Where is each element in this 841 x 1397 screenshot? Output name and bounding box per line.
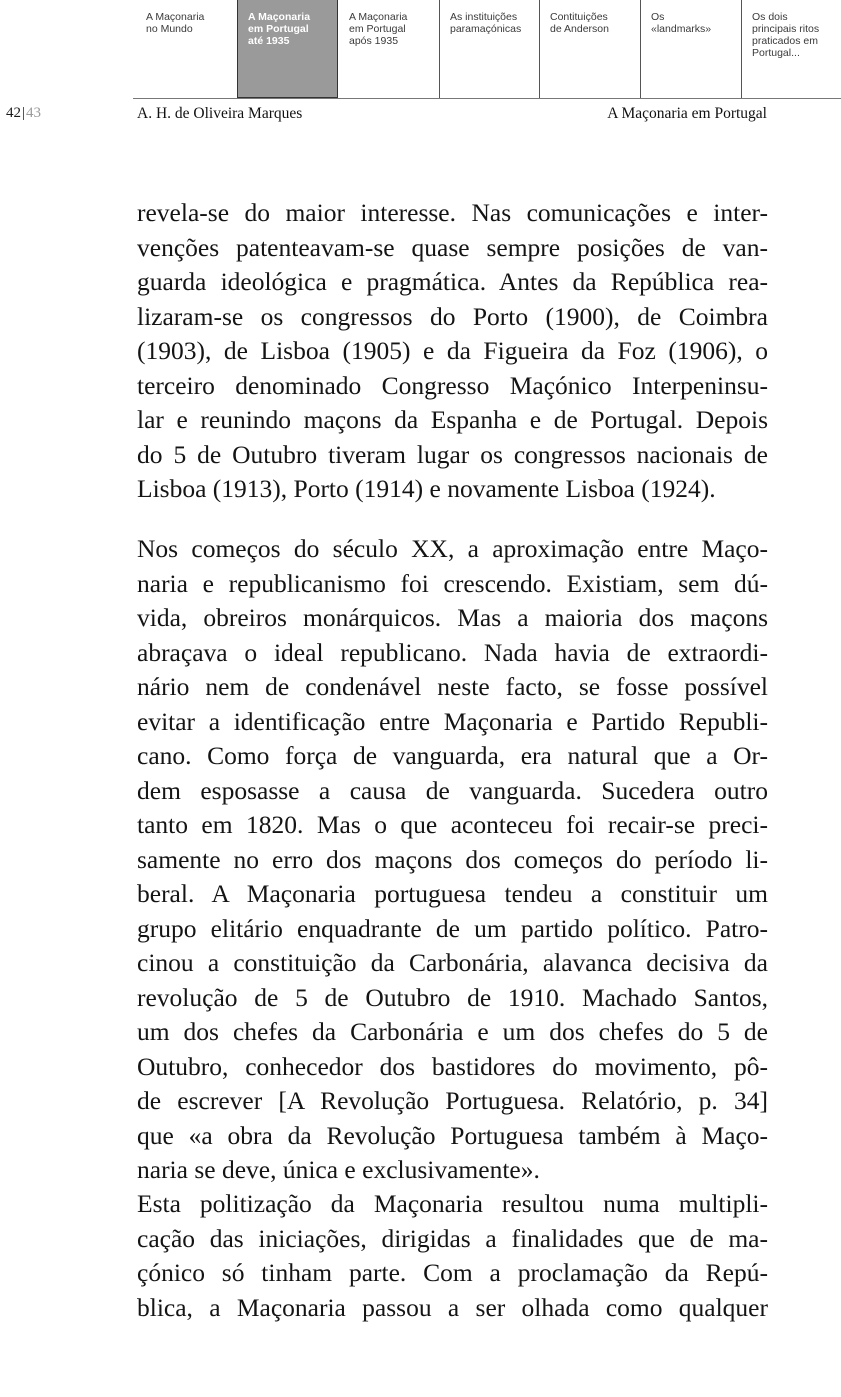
text-line: de escrever [A Revolução Portuguesa. Relatório, p. 34] xyxy=(137,1086,768,1115)
tab-label: «landmarks» xyxy=(651,23,712,35)
running-head-title: A Maçonaria em Portugal xyxy=(607,105,767,122)
paragraph xyxy=(137,532,768,1188)
tab-label: praticados em xyxy=(752,35,818,47)
text-line: çónico só tinham parte. Com a proclamação da Repú- xyxy=(137,1258,768,1287)
tab-maconaria-em-portugal-ate-1935[interactable] xyxy=(237,0,338,98)
paragraph xyxy=(137,1187,768,1325)
text-line: terceiro denominado Congresso Maçónico Interpeninsu- xyxy=(137,370,768,400)
text-line: beral. A Maçonaria portuguesa tendeu a constituir um xyxy=(137,879,768,908)
text-line: cinou a constituição da Carbonária, alavanca decisiva da xyxy=(137,948,768,977)
tab-label: Os dois xyxy=(752,11,788,23)
text-line: que «a obra da Revolução Portuguesa também à Maço- xyxy=(137,1120,768,1150)
tab-principais-ritos[interactable] xyxy=(741,0,841,98)
running-head-author: A. H. de Oliveira Marques xyxy=(137,105,303,122)
text-line: abraçava o ideal republicano. Nada havia de extraordi- xyxy=(137,637,768,667)
tab-label: Portugal... xyxy=(752,47,800,59)
tab-label: principais ritos xyxy=(752,23,820,35)
text-line: naria se deve, única e exclusivamente». xyxy=(137,1155,540,1184)
tab-label: até 1935 xyxy=(248,35,290,47)
text-line: vida, obreiros monárquicos. Mas a maioria dos maçons xyxy=(137,603,768,632)
page-number-divider: | xyxy=(22,105,26,121)
text-line: naria e republicanismo foi crescendo. Existiam, sem dú- xyxy=(137,568,768,598)
text-line: samente no erro dos maçons dos começos do período li- xyxy=(137,844,768,874)
tab-label: de Anderson xyxy=(550,23,609,35)
page-number-left: 42 xyxy=(6,105,21,121)
tab-instituicoes-paramaconicas[interactable] xyxy=(439,0,539,98)
text-line: Nos começos do século XX, a aproximação entre Maço- xyxy=(137,534,768,563)
paragraph xyxy=(137,196,768,507)
text-line: nário nem de condenável neste facto, se fosse possível xyxy=(137,672,768,701)
text-line: cação das iniciações, dirigidas a finalidades que de ma- xyxy=(137,1223,768,1253)
text-line: revela-se do maior interesse. Nas comunicações e inter- xyxy=(137,198,768,227)
tab-landmarks[interactable] xyxy=(640,0,741,98)
tab-label: em Portugal xyxy=(349,23,406,35)
text-line: um dos chefes da Carbonária e um dos chefes do 5 de xyxy=(137,1017,768,1046)
tab-label: paramaçónicas xyxy=(450,23,522,35)
text-line: do 5 de Outubro tiveram lugar os congressos nacionais de xyxy=(137,439,768,469)
text-line: lar e reunindo maçons da Espanha e de Portugal. Depois xyxy=(137,405,768,434)
tab-label: Os xyxy=(651,11,665,23)
tab-label: As instituições xyxy=(450,11,518,23)
tab-label: A Maçonaria xyxy=(349,11,408,23)
text-line: Esta politização da Maçonaria resultou numa multipli- xyxy=(137,1189,768,1218)
tab-label: no Mundo xyxy=(146,23,193,35)
text-line: tanto em 1820. Mas o que aconteceu foi recair-se preci- xyxy=(137,810,768,839)
text-line: (1903), de Lisboa (1905) e da Figueira da Foz (1906), o xyxy=(137,336,768,365)
page-number-right: 43 xyxy=(26,105,42,121)
tab-label: Contituições xyxy=(550,11,608,23)
text-line: guarda ideológica e pragmática. Antes da República rea- xyxy=(137,267,768,296)
text-line: blica, a Maçonaria passou a ser olhada como qualquer xyxy=(137,1292,768,1322)
text-line: grupo elitário enquadrante de um partido político. Patro- xyxy=(137,913,768,943)
header-divider xyxy=(133,98,841,99)
tab-label: após 1935 xyxy=(349,35,399,47)
text-line: revolução de 5 de Outubro de 1910. Machado Santos, xyxy=(137,982,768,1012)
text-line: Lisboa (1913), Porto (1914) e novamente Lisboa (1924). xyxy=(137,474,716,503)
tab-label: A Maçonaria xyxy=(248,11,311,23)
text-line: lizaram-se os congressos do Porto (1900), de Coimbra xyxy=(137,301,768,331)
tab-label: em Portugal xyxy=(248,23,309,35)
tab-label: A Maçonaria xyxy=(146,11,205,23)
tab-maconaria-no-mundo[interactable] xyxy=(136,0,236,98)
tab-maconaria-em-portugal-apos-1935[interactable] xyxy=(339,0,439,98)
text-line: dem esposasse a causa de vanguarda. Sucedera outro xyxy=(137,775,768,805)
text-line: evitar a identificação entre Maçonaria e Partido Republi- xyxy=(137,706,768,736)
page-numbers xyxy=(6,105,41,122)
text-line: cano. Como força de vanguarda, era natural que a Or- xyxy=(137,741,768,770)
text-line: Outubro, conhecedor dos bastidores do movimento, pô- xyxy=(137,1051,768,1081)
text-line: venções patenteavam-se quase sempre posições de van- xyxy=(137,232,768,262)
section-tabs xyxy=(0,0,841,100)
tab-constituicoes-de-anderson[interactable] xyxy=(539,0,640,98)
